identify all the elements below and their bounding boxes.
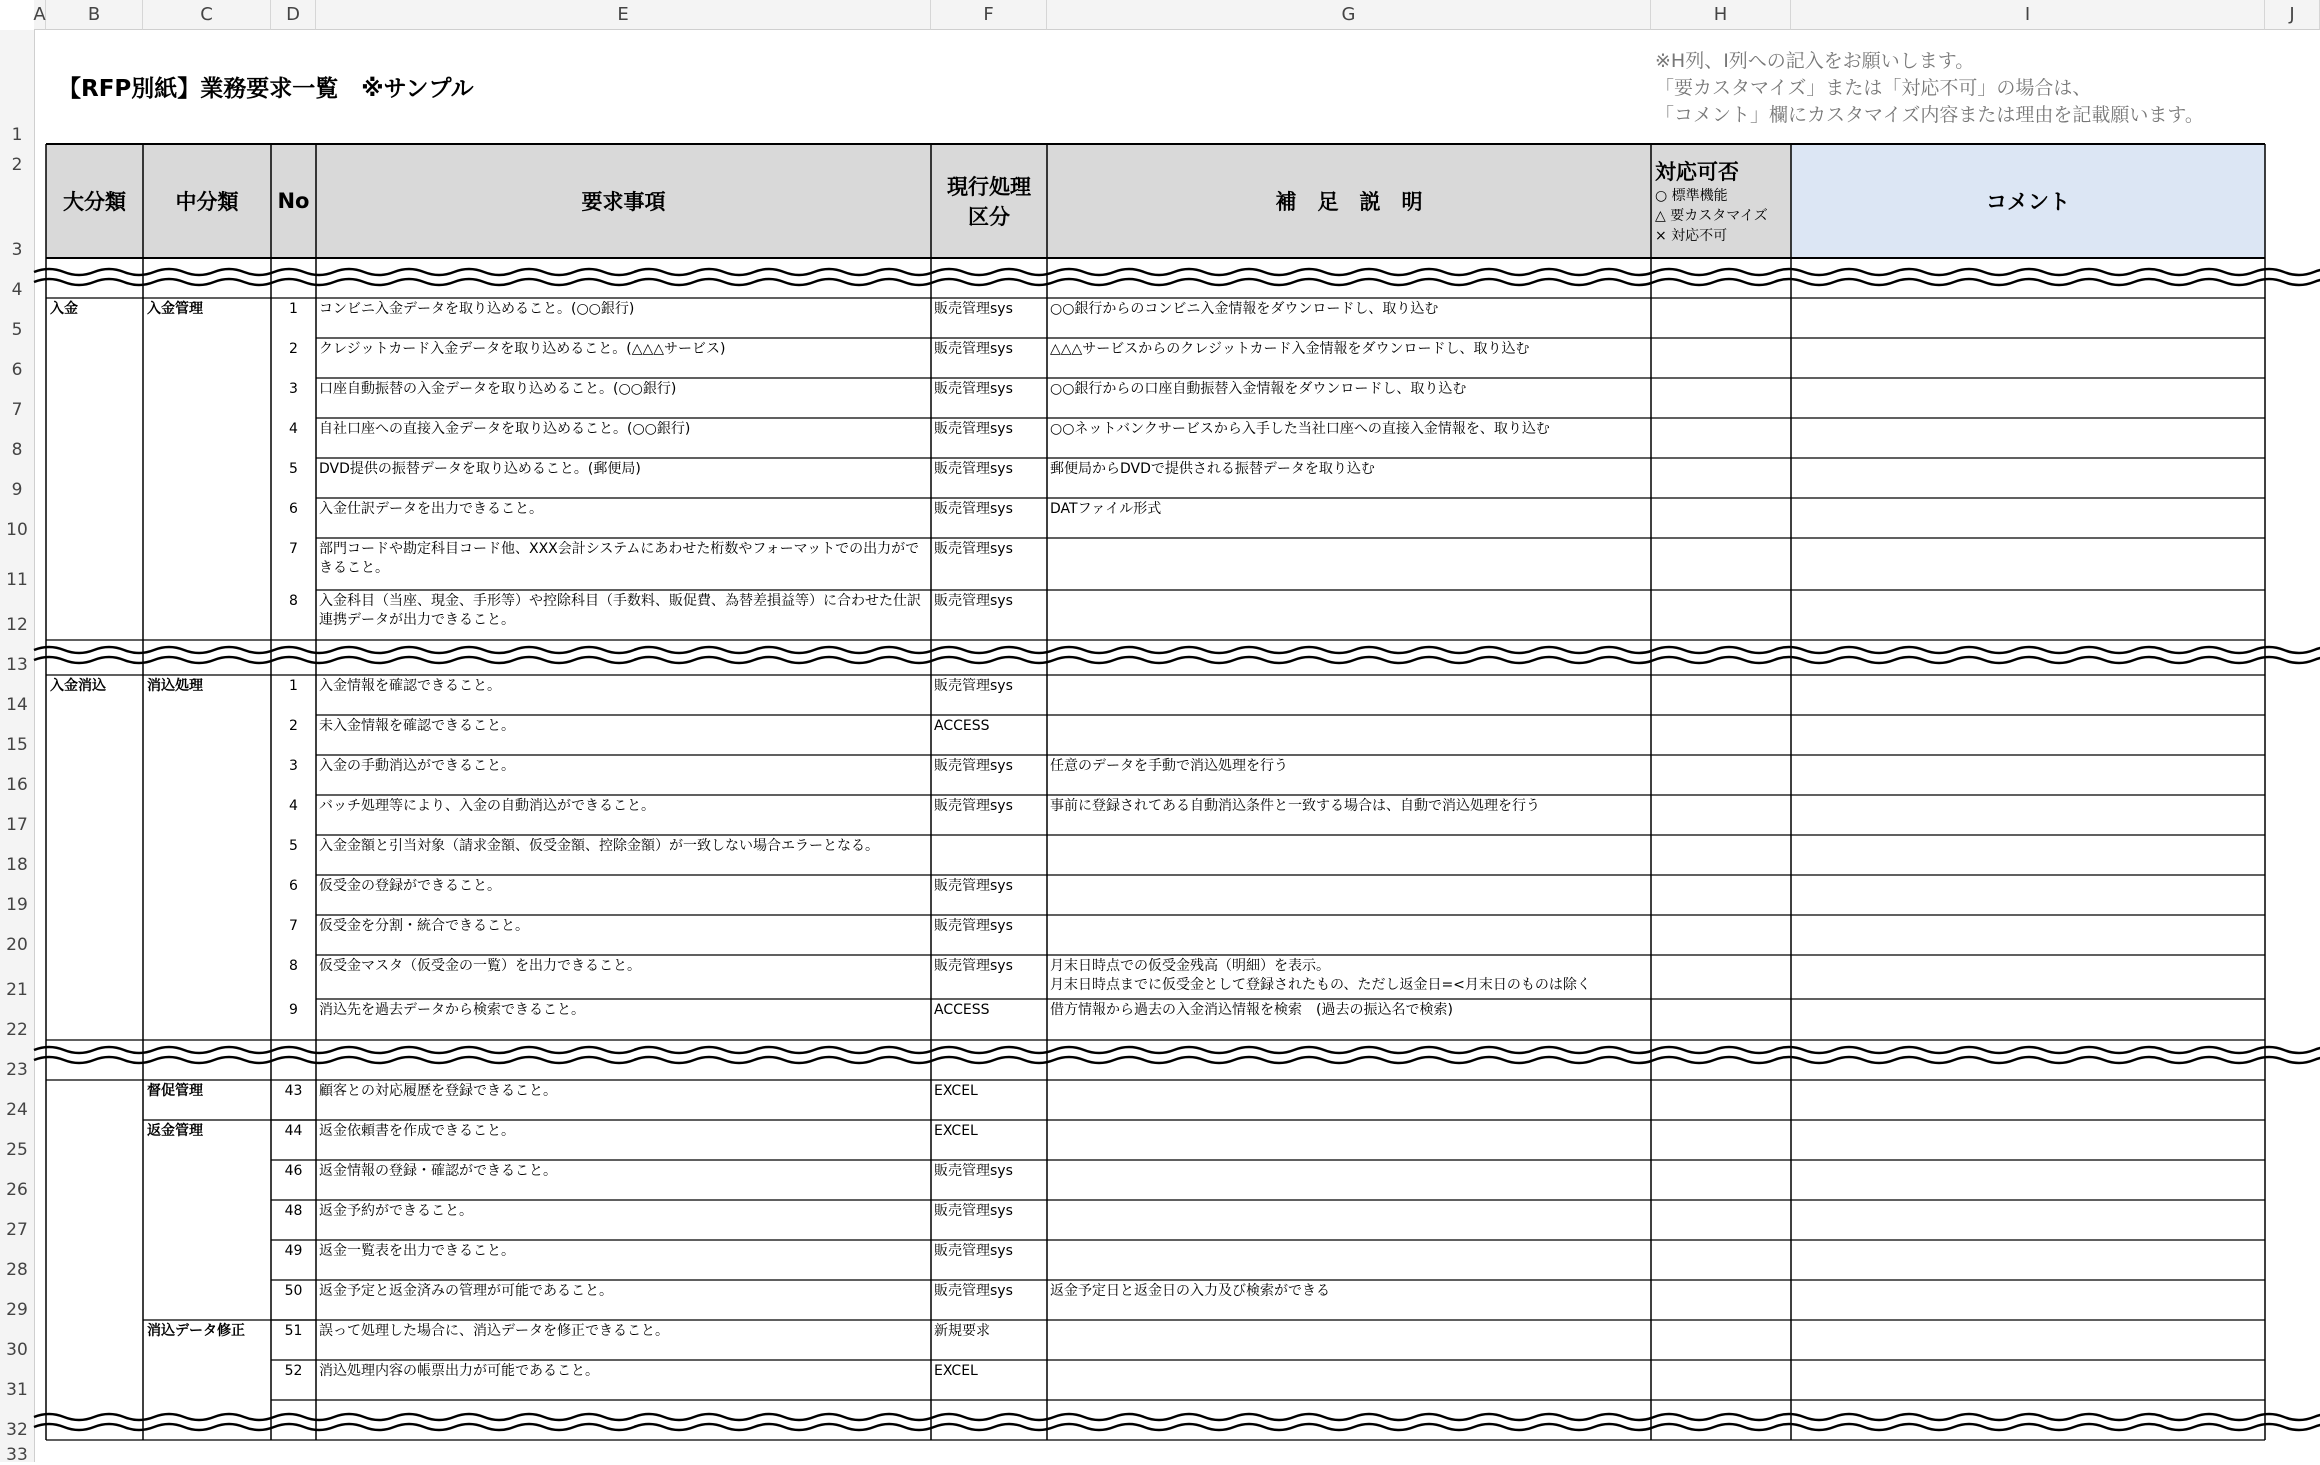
requirement-cell: 入金の手動消込ができること。: [319, 758, 515, 774]
no-cell: 2: [289, 341, 298, 357]
current-process-cell: 販売管理sys: [934, 421, 1013, 437]
break-wave-2: [34, 647, 2320, 653]
row-header-26[interactable]: 26: [6, 1180, 28, 1200]
row-header-7[interactable]: 7: [11, 400, 23, 420]
current-process-cell: 販売管理sys: [934, 301, 1013, 317]
supplement-cell: DATファイル形式: [1050, 501, 1162, 517]
row-header-5[interactable]: 5: [11, 320, 23, 340]
row-header-28[interactable]: 28: [6, 1260, 28, 1280]
current-process-cell: 販売管理sys: [934, 501, 1013, 517]
instruction-note-3: 「コメント」欄にカスタマイズ内容または理由を記載願います。: [1655, 104, 2204, 126]
no-cell: 4: [289, 798, 298, 814]
no-cell: 5: [289, 838, 298, 854]
supplement-cell: 借方情報から過去の入金消込情報を検索 (過去の振込名で検索): [1050, 1002, 1453, 1018]
chubunrui-cell: 返金管理: [147, 1123, 203, 1139]
supplement-cell: 郵便局からDVDで提供される振替データを取り込む: [1050, 461, 1375, 477]
current-process-cell: 販売管理sys: [934, 678, 1013, 694]
break-wave-1: [34, 279, 2320, 285]
header-youkyu: 要求事項: [316, 144, 931, 258]
current-process-cell: 販売管理sys: [934, 958, 1013, 974]
no-cell: 1: [289, 678, 298, 694]
requirement-cell: 部門コードや勘定科目コード他、XXX会計システムにあわせた桁数やフォーマットでの出力ができること。: [319, 541, 920, 576]
row-header-6[interactable]: 6: [11, 360, 23, 380]
row-header-13[interactable]: 13: [6, 655, 28, 675]
requirement-cell: 入金仕訳データを出力できること。: [319, 501, 543, 517]
no-cell: 8: [289, 958, 298, 974]
row-header-25[interactable]: 25: [6, 1140, 28, 1160]
no-cell: 52: [284, 1363, 303, 1379]
row-header-17[interactable]: 17: [6, 815, 28, 835]
column-header-a[interactable]: A: [34, 0, 46, 30]
column-header-j[interactable]: J: [2265, 0, 2320, 30]
instruction-note-2: 「要カスタマイズ」または「対応不可」の場合は、: [1655, 77, 2092, 99]
requirement-cell: 入金金額と引当対象（請求金額、仮受金額、控除金額）が一致しない場合エラーとなる。: [319, 838, 879, 854]
row-header-9[interactable]: 9: [11, 480, 23, 500]
row-header-12[interactable]: 12: [6, 615, 28, 635]
current-process-cell: 新規要求: [934, 1323, 990, 1339]
requirement-cell: 返金予約ができること。: [319, 1203, 473, 1219]
supplement-cell-2: 月末日時点までに仮受金として登録されたもの、ただし返金日=<月末日のものは除く: [1050, 977, 1591, 993]
current-process-cell: 販売管理sys: [934, 593, 1013, 609]
no-cell: 6: [289, 878, 298, 894]
requirement-cell: 仮受金の登録ができること。: [319, 878, 501, 894]
no-cell: 5: [289, 461, 298, 477]
current-process-cell: 販売管理sys: [934, 381, 1013, 397]
row-header-19[interactable]: 19: [6, 895, 28, 915]
row-header-20[interactable]: 20: [6, 935, 28, 955]
column-header-d[interactable]: D: [271, 0, 316, 30]
break-wave-3: [34, 1057, 2320, 1063]
header-genkou: [931, 144, 1047, 258]
row-header-16[interactable]: 16: [6, 775, 28, 795]
row-header-2[interactable]: 2: [11, 155, 23, 175]
requirement-cell: バッチ処理等により、入金の自動消込ができること。: [319, 798, 655, 814]
no-cell: 6: [289, 501, 298, 517]
requirement-cell: 入金科目（当座、現金、手形等）や控除科目（手数料、販促費、為替差損益等）に合わせた仕訳連携データが出力できること。: [319, 593, 921, 628]
chubunrui-cell: 消込処理: [147, 678, 203, 694]
no-cell: 2: [289, 718, 298, 734]
row-header-32[interactable]: 32: [6, 1420, 28, 1440]
daibunrui-cell: 入金: [50, 301, 78, 317]
row-header-15[interactable]: 15: [6, 735, 28, 755]
row-header-31[interactable]: 31: [6, 1380, 28, 1400]
header-daibunrui: 大分類: [46, 144, 143, 258]
requirement-cell: 返金予定と返金済みの管理が可能であること。: [319, 1283, 613, 1299]
no-cell: 4: [289, 421, 298, 437]
header-taiou-title: 対応可否: [1655, 160, 1739, 184]
row-header-10[interactable]: 10: [6, 520, 28, 540]
row-header-24[interactable]: 24: [6, 1100, 28, 1120]
row-header-8[interactable]: 8: [11, 440, 23, 460]
current-process-cell: 販売管理sys: [934, 1163, 1013, 1179]
current-process-cell: 販売管理sys: [934, 878, 1013, 894]
column-header-c[interactable]: C: [143, 0, 271, 30]
row-header-18[interactable]: 18: [6, 855, 28, 875]
current-process-cell: 販売管理sys: [934, 798, 1013, 814]
sheet-title: 【RFP別紙】業務要求一覧 ※サンプル: [58, 76, 474, 102]
supplement-cell: ○○銀行からの口座自動振替入金情報をダウンロードし、取り込む: [1050, 381, 1467, 397]
requirement-cell: 顧客との対応履歴を登録できること。: [319, 1083, 557, 1099]
break-wave-3: [34, 1047, 2320, 1053]
break-wave-2: [34, 657, 2320, 663]
no-cell: 1: [289, 301, 298, 317]
column-header-g[interactable]: G: [1047, 0, 1651, 30]
no-cell: 51: [284, 1323, 303, 1339]
row-header-30[interactable]: 30: [6, 1340, 28, 1360]
requirement-cell: 消込処理内容の帳票出力が可能であること。: [319, 1363, 599, 1379]
current-process-cell: ACCESS: [934, 718, 990, 734]
requirement-cell: 返金情報の登録・確認ができること。: [319, 1163, 557, 1179]
row-header-1[interactable]: 1: [11, 125, 23, 145]
supplement-cell: 返金予定日と返金日の入力及び検索ができる: [1050, 1283, 1330, 1299]
row-header-21[interactable]: 21: [6, 980, 28, 1000]
header-chubunrui: 中分類: [143, 144, 271, 258]
header-genkou-line2: 区分: [968, 205, 1010, 229]
requirement-cell: 仮受金マスタ（仮受金の一覧）を出力できること。: [319, 958, 641, 974]
row-header-23[interactable]: 23: [6, 1060, 28, 1080]
no-cell: 9: [289, 1002, 298, 1018]
column-header-e[interactable]: E: [316, 0, 931, 30]
header-genkou-line1: 現行処理: [947, 175, 1031, 199]
header-taiou: [1651, 144, 1791, 258]
no-cell: 3: [289, 381, 298, 397]
row-header-3[interactable]: 3: [11, 240, 23, 260]
supplement-cell: ○○銀行からのコンビニ入金情報をダウンロードし、取り込む: [1050, 301, 1439, 317]
current-process-cell: 販売管理sys: [934, 341, 1013, 357]
break-wave-1: [34, 269, 2320, 275]
requirement-cell: 返金一覧表を出力できること。: [319, 1243, 515, 1259]
taiou-legend-customize: △ 要カスタマイズ: [1655, 208, 1768, 224]
current-process-cell: 販売管理sys: [934, 1243, 1013, 1259]
row-header-4[interactable]: 4: [11, 280, 23, 300]
supplement-cell: △△△サービスからのクレジットカード入金情報をダウンロードし、取り込む: [1050, 341, 1530, 357]
header-comment: コメント: [1791, 144, 2265, 258]
chubunrui-cell: 督促管理: [147, 1083, 203, 1099]
requirement-cell: 仮受金を分割・統合できること。: [319, 918, 529, 934]
requirement-cell: コンビニ入金データを取り込めること。(○○銀行): [319, 301, 635, 317]
requirement-cell: DVD提供の振替データを取り込めること。(郵便局): [319, 461, 641, 477]
taiou-legend-unsupported: × 対応不可: [1655, 228, 1728, 244]
row-header-14[interactable]: 14: [6, 695, 28, 715]
requirement-cell: 未入金情報を確認できること。: [319, 718, 515, 734]
column-header-i[interactable]: I: [1791, 0, 2265, 30]
requirement-cell: 自社口座への直接入金データを取り込めること。(○○銀行): [319, 421, 691, 437]
current-process-cell: 販売管理sys: [934, 758, 1013, 774]
no-cell: 8: [289, 593, 298, 609]
header-no: No: [271, 144, 316, 258]
supplement-cell: 事前に登録されてある自動消込条件と一致する場合は、自動で消込処理を行う: [1050, 798, 1540, 814]
row-header-27[interactable]: 27: [6, 1220, 28, 1240]
requirement-cell: 口座自動振替の入金データを取り込めること。(○○銀行): [319, 381, 677, 397]
no-cell: 46: [284, 1163, 303, 1179]
daibunrui-cell: 入金消込: [50, 678, 106, 694]
column-header-b[interactable]: B: [46, 0, 143, 30]
break-wave-4: [34, 1424, 2320, 1430]
current-process-cell: 販売管理sys: [934, 918, 1013, 934]
chubunrui-cell: 消込データ修正: [147, 1323, 245, 1339]
no-cell: 50: [284, 1283, 303, 1299]
no-cell: 7: [289, 918, 298, 934]
current-process-cell: EXCEL: [934, 1363, 978, 1379]
requirement-cell: 入金情報を確認できること。: [319, 678, 501, 694]
current-process-cell: EXCEL: [934, 1083, 978, 1099]
no-cell: 7: [289, 541, 298, 557]
row-header-33[interactable]: 33: [6, 1445, 28, 1465]
requirement-cell: 消込先を過去データから検索できること。: [319, 1002, 585, 1018]
current-process-cell: EXCEL: [934, 1123, 978, 1139]
break-wave-4: [34, 1414, 2320, 1420]
instruction-note-1: ※H列、I列への記入をお願いします。: [1655, 50, 1975, 72]
header-hosoku: 補 足 説 明: [1047, 144, 1651, 258]
no-cell: 43: [284, 1083, 303, 1099]
supplement-cell: 月末日時点での仮受金残高（明細）を表示。: [1050, 958, 1330, 974]
supplement-cell: ○○ネットバンクサービスから入手した当社口座への直接入金情報を、取り込む: [1050, 421, 1550, 437]
requirement-cell: クレジットカード入金データを取り込めること。(△△△サービス): [319, 341, 726, 357]
no-cell: 44: [284, 1123, 303, 1139]
no-cell: 48: [284, 1203, 303, 1219]
no-cell: 49: [284, 1243, 303, 1259]
no-cell: 3: [289, 758, 298, 774]
current-process-cell: 販売管理sys: [934, 1203, 1013, 1219]
column-header-f[interactable]: F: [931, 0, 1047, 30]
chubunrui-cell: 入金管理: [147, 301, 203, 317]
supplement-cell: 任意のデータを手動で消込処理を行う: [1050, 758, 1288, 774]
requirement-cell: 誤って処理した場合に、消込データを修正できること。: [319, 1323, 669, 1339]
column-header-h[interactable]: H: [1651, 0, 1791, 30]
current-process-cell: 販売管理sys: [934, 1283, 1013, 1299]
requirement-cell: 返金依頼書を作成できること。: [319, 1123, 515, 1139]
current-process-cell: 販売管理sys: [934, 541, 1013, 557]
row-header-29[interactable]: 29: [6, 1300, 28, 1320]
current-process-cell: 販売管理sys: [934, 461, 1013, 477]
row-header-11[interactable]: 11: [6, 570, 28, 590]
taiou-legend-standard: ○ 標準機能: [1655, 188, 1728, 204]
current-process-cell: ACCESS: [934, 1002, 990, 1018]
row-header-22[interactable]: 22: [6, 1020, 28, 1040]
